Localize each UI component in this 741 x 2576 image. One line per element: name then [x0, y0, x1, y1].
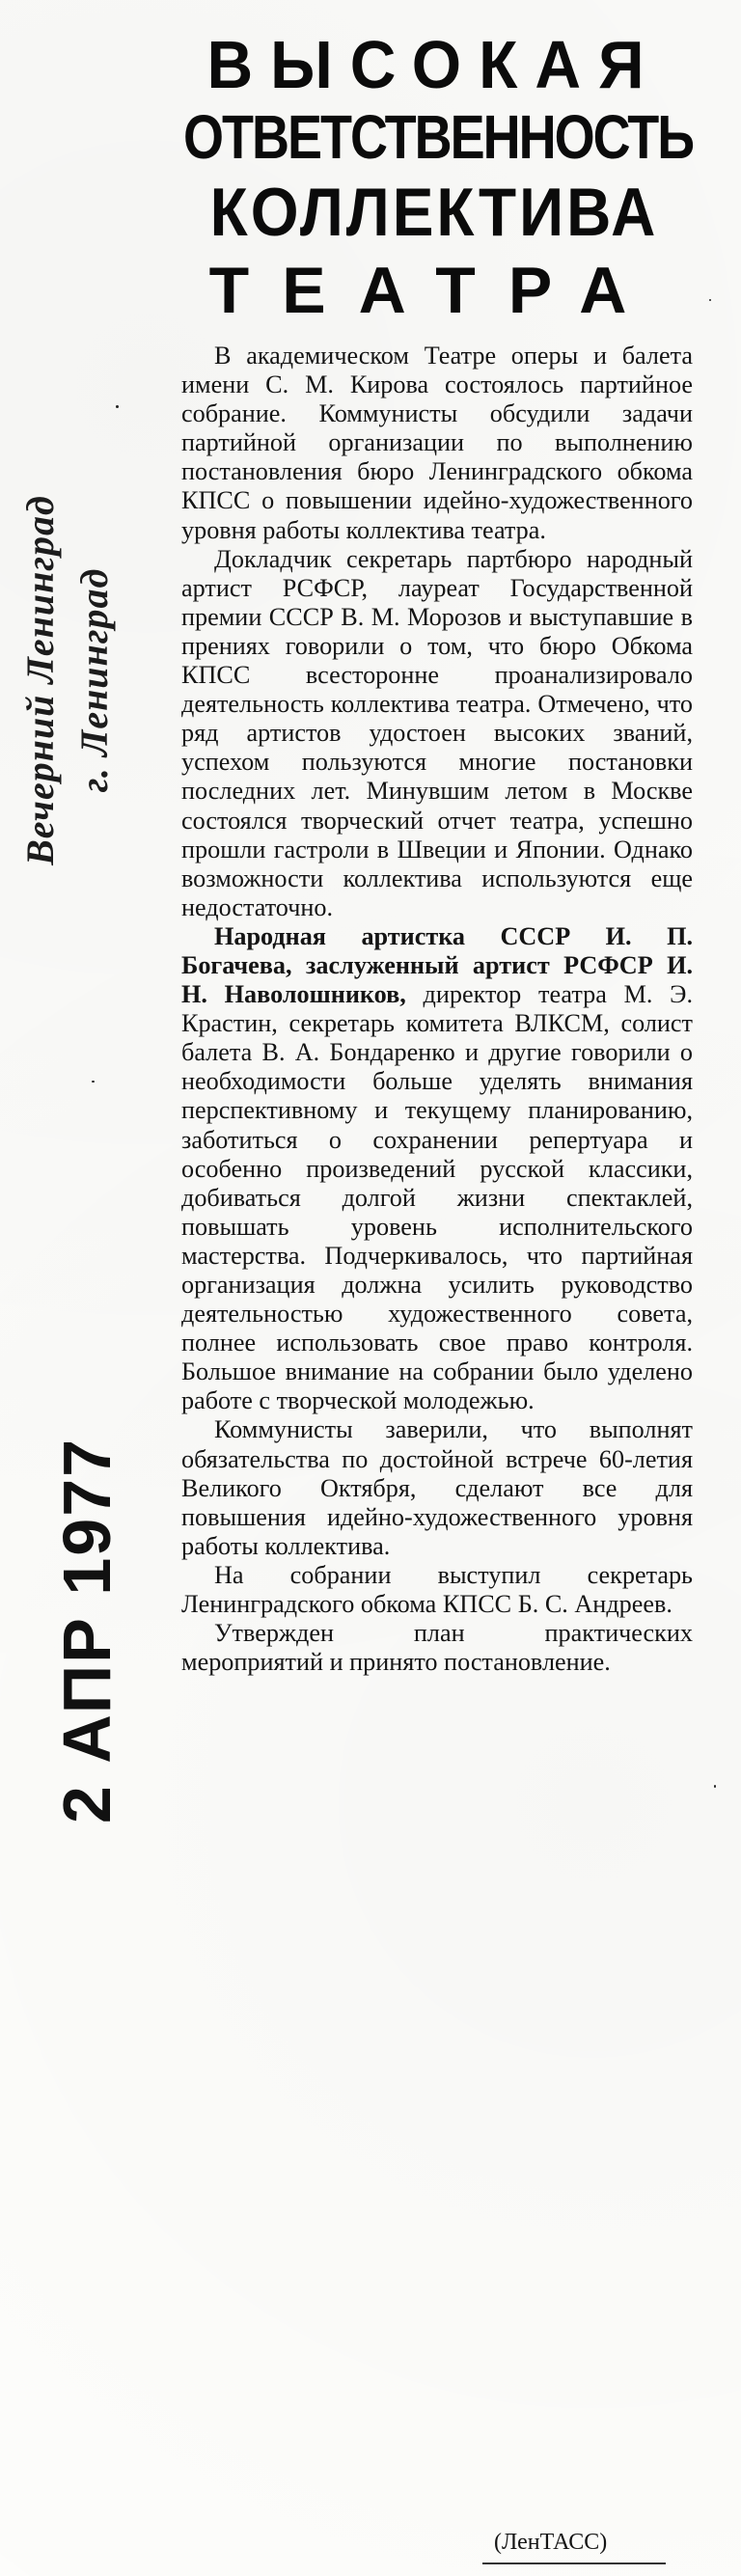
paragraph-3-rest: директор театра М. Э. Крастин, секретарь комитета ВЛКСМ, солист балета В. А. Бондаренко и другие говорили о необходимости больше уделять внимания перспективному и текущему планированию, заботиться о сохранении репертуара и особенно произведений русской классики, добиваться долгой жизни спектаклей, повышать уровень исполнительского мастерства. Подчеркивалось, что партийная организация должна усилить руководство деятельностью художественного совета, полнее использовать свое право контроля. Большое внимание на собрании было уделено работе с творческой молодежью.: [181, 980, 693, 1415]
paragraph-5: На собрании выступил секретарь Ленинградского обкома КПСС Б. С. Андреев.: [181, 1560, 693, 1619]
paragraph-4: Коммунисты заверили, что выполнят обязательства по достойной встрече 60-летия Великого Октября, сделают все для повышения идейно-художественного уровня работы коллектива.: [181, 1415, 693, 1560]
headline-line-2: ОТВЕТСТВЕННОСТЬ: [183, 103, 694, 173]
headline-line-3: КОЛЛЕКТИВА: [209, 174, 659, 251]
paragraph-3: [181, 922, 693, 1416]
stamp-newspaper-name: Вечерний Ленинград: [18, 495, 62, 865]
headline-line-4: ТЕАТРА: [208, 254, 660, 327]
print-speck: [116, 405, 119, 408]
print-speck: [714, 1785, 716, 1788]
agency-credit: (ЛенТАСС): [494, 2530, 608, 2555]
paragraph-1: В академическом Театре оперы и балета имени С. М. Кирова состоялось партийное собрание. Коммунисты обсудили задачи партийной организации по выполнению постановления бюро Ленинградского обкома КПСС о повышении идейно-художественного уровня работы коллектива театра.: [181, 342, 693, 544]
newspaper-source-stamp: [14, 473, 149, 888]
credit-underline: [482, 2562, 666, 2564]
print-speck: [92, 1081, 95, 1082]
print-speck: [709, 299, 711, 301]
article-body: [181, 342, 693, 1677]
paragraph-2: Докладчик секретарь партбюро народный артист РСФСР, лауреат Государственной премии СССР В. М. Морозов и выступавшие в прениях говорили о том, что бюро Обкома КПСС всесторонне проанализировало деятельность коллектива театра. Отмечено, что ряд артистов удостоен высоких званий, успехом пользуются многие постановки последних лет. Минувшим летом в Москве состоялся творческий отчет театра, успешно прошли гастроли в Швеции и Японии. Однако возможности коллектива используются еще недостаточно.: [181, 544, 693, 921]
stamp-city: г. Ленинград: [72, 567, 116, 793]
paragraph-6: Утвержден план практических мероприятий и принято постановление.: [181, 1619, 693, 1677]
article-headline: [183, 27, 694, 330]
date-stamp: 2 АПР 1977: [49, 1437, 124, 1824]
headline-line-1: ВЫСОКАЯ: [206, 27, 662, 102]
paragraph-3-lead: Народная артистка СССР И. П. Богачева, заслуженный артист РСФСР И. Н. Наволошников,: [181, 921, 693, 1009]
